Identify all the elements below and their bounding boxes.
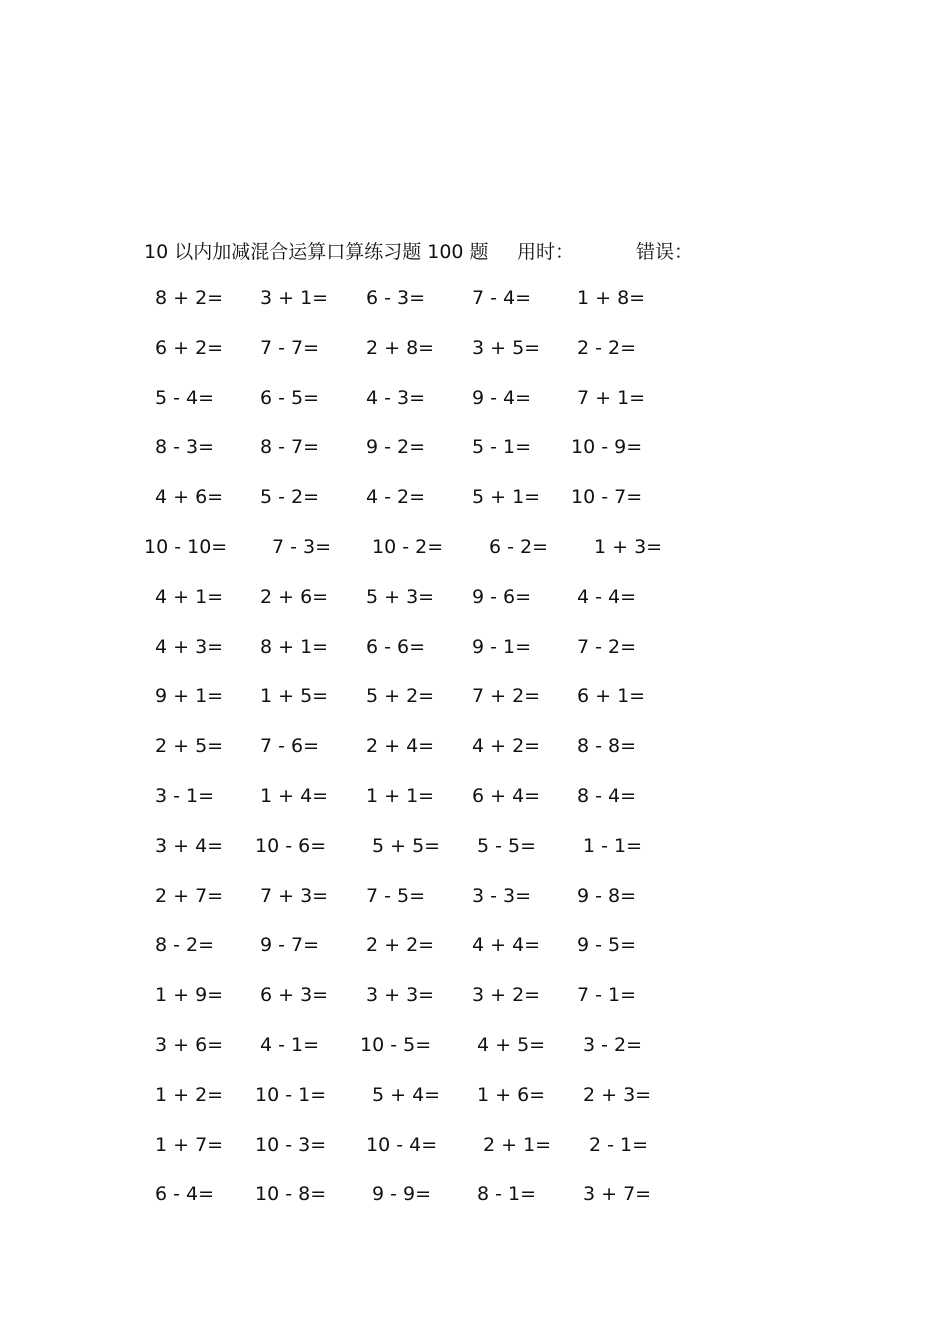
math-problem: 7 - 1= [577, 984, 637, 1007]
math-problem: 2 + 7= [155, 884, 224, 907]
time-used-label: 用时： [517, 241, 575, 263]
math-problem: 10 - 5= [360, 1033, 432, 1056]
math-problem: 1 + 4= [260, 784, 329, 807]
math-problem: 5 + 2= [366, 685, 435, 708]
math-problem: 9 - 6= [472, 585, 532, 608]
math-problem: 10 - 6= [255, 834, 327, 857]
problem-row [0, 1083, 950, 1133]
math-problem: 1 + 9= [155, 984, 224, 1007]
math-problem: 7 - 4= [472, 287, 532, 309]
math-problem: 5 + 3= [366, 585, 435, 608]
math-problem: 9 + 1= [155, 685, 224, 708]
math-problem: 4 + 2= [472, 735, 541, 758]
math-problem: 1 + 2= [155, 1083, 224, 1106]
math-problem: 3 + 5= [472, 336, 541, 359]
math-problem: 1 - 1= [583, 834, 643, 857]
math-problem: 10 - 4= [366, 1133, 438, 1156]
math-problem: 6 + 2= [155, 336, 224, 359]
problem-row [0, 386, 950, 436]
math-problem: 6 - 4= [155, 1183, 215, 1206]
math-problem: 10 - 2= [372, 535, 444, 558]
problem-row [0, 1133, 950, 1183]
math-problem: 6 + 4= [472, 784, 541, 807]
math-problem: 3 + 2= [472, 984, 541, 1007]
math-problem: 4 - 4= [577, 585, 637, 608]
math-problem: 5 - 1= [472, 436, 532, 459]
math-problem: 9 - 2= [366, 436, 426, 459]
problem-row [0, 585, 950, 635]
math-problem: 10 - 10= [144, 535, 228, 558]
math-problem: 3 + 6= [155, 1033, 224, 1056]
math-problem: 1 + 3= [594, 535, 663, 558]
math-problem: 8 - 1= [477, 1183, 537, 1206]
math-problem: 2 + 8= [366, 336, 435, 359]
math-problem: 9 - 5= [577, 934, 637, 957]
math-problem: 4 + 6= [155, 486, 224, 509]
math-problem: 8 - 2= [155, 934, 215, 957]
problem-row [0, 535, 950, 585]
math-problem: 7 + 2= [472, 685, 541, 708]
math-problem: 4 - 3= [366, 386, 426, 409]
math-problem: 4 - 2= [366, 486, 426, 509]
math-problem: 2 - 1= [589, 1133, 649, 1156]
math-problem: 2 + 5= [155, 735, 224, 758]
problem-row [0, 734, 950, 784]
math-problem: 7 - 5= [366, 884, 426, 907]
math-problem: 10 - 3= [255, 1133, 327, 1156]
math-problem: 2 - 2= [577, 336, 637, 359]
math-problem: 5 + 1= [472, 486, 541, 509]
math-problem: 9 - 9= [372, 1183, 432, 1206]
math-problem: 8 - 8= [577, 735, 637, 758]
math-problem: 10 - 8= [255, 1183, 327, 1206]
math-problem: 10 - 1= [255, 1083, 327, 1106]
math-problem: 5 + 5= [372, 834, 441, 857]
problem-row [0, 834, 950, 884]
math-problem: 9 - 1= [472, 635, 532, 658]
math-problem: 8 - 7= [260, 436, 320, 459]
math-problem: 5 - 5= [477, 834, 537, 857]
math-problem: 8 + 1= [260, 635, 329, 658]
math-problem: 5 - 4= [155, 386, 215, 409]
math-problem: 2 + 4= [366, 735, 435, 758]
math-problem: 6 - 6= [366, 635, 426, 658]
problem-row [0, 485, 950, 535]
math-problem: 4 + 1= [155, 585, 224, 608]
math-problem: 9 - 8= [577, 884, 637, 907]
problem-row [0, 983, 950, 1033]
math-problem: 7 + 1= [577, 386, 646, 409]
math-problem: 7 - 3= [272, 535, 332, 558]
math-problem: 4 - 1= [260, 1033, 320, 1056]
problem-row [0, 933, 950, 983]
math-problem: 7 - 2= [577, 635, 637, 658]
problem-row [0, 286, 950, 336]
problem-row [0, 635, 950, 685]
math-problem: 8 - 3= [155, 436, 215, 459]
math-problem: 2 + 2= [366, 934, 435, 957]
problem-row [0, 435, 950, 485]
problem-row [0, 784, 950, 834]
math-problem: 7 - 7= [260, 336, 320, 359]
math-problem: 7 + 3= [260, 884, 329, 907]
math-problem: 9 - 7= [260, 934, 320, 957]
math-problem: 7 - 6= [260, 735, 320, 758]
math-problem: 3 - 3= [472, 884, 532, 907]
problem-row [0, 1182, 950, 1232]
math-problem: 3 - 2= [583, 1033, 643, 1056]
math-problem: 2 + 3= [583, 1083, 652, 1106]
math-problem: 1 + 8= [577, 287, 646, 309]
problem-row [0, 336, 950, 386]
math-problem: 3 + 1= [260, 287, 329, 309]
math-problem: 6 + 3= [260, 984, 329, 1007]
math-problem: 3 - 1= [155, 784, 215, 807]
math-problem: 1 + 7= [155, 1133, 224, 1156]
math-problem: 5 - 2= [260, 486, 320, 509]
math-problem: 3 + 4= [155, 834, 224, 857]
math-problem: 4 + 4= [472, 934, 541, 957]
math-problem: 2 + 6= [260, 585, 329, 608]
math-problem: 8 - 4= [577, 784, 637, 807]
math-problem: 6 - 3= [366, 287, 426, 309]
math-problem: 10 - 7= [571, 486, 643, 509]
math-problem: 6 - 5= [260, 386, 320, 409]
math-problem: 4 + 3= [155, 635, 224, 658]
math-problem: 4 + 5= [477, 1033, 546, 1056]
math-problem: 3 + 7= [583, 1183, 652, 1206]
math-problem: 3 + 3= [366, 984, 435, 1007]
math-problem: 8 + 2= [155, 287, 224, 309]
math-problem: 2 + 1= [483, 1133, 552, 1156]
math-problem: 1 + 6= [477, 1083, 546, 1106]
problem-row [0, 1033, 950, 1083]
error-count-label: 错误： [636, 241, 694, 263]
math-problem: 1 + 5= [260, 685, 329, 708]
math-problem: 1 + 1= [366, 784, 435, 807]
problem-row [0, 684, 950, 734]
math-problem: 10 - 9= [571, 436, 643, 459]
problem-row [0, 884, 950, 934]
page-title: 10 以内加减混合运算口算练习题 100 题 [144, 241, 489, 263]
math-problem: 6 + 1= [577, 685, 646, 708]
problem-grid [0, 286, 950, 1232]
math-problem: 9 - 4= [472, 386, 532, 409]
math-problem: 5 + 4= [372, 1083, 441, 1106]
math-problem: 6 - 2= [489, 535, 549, 558]
